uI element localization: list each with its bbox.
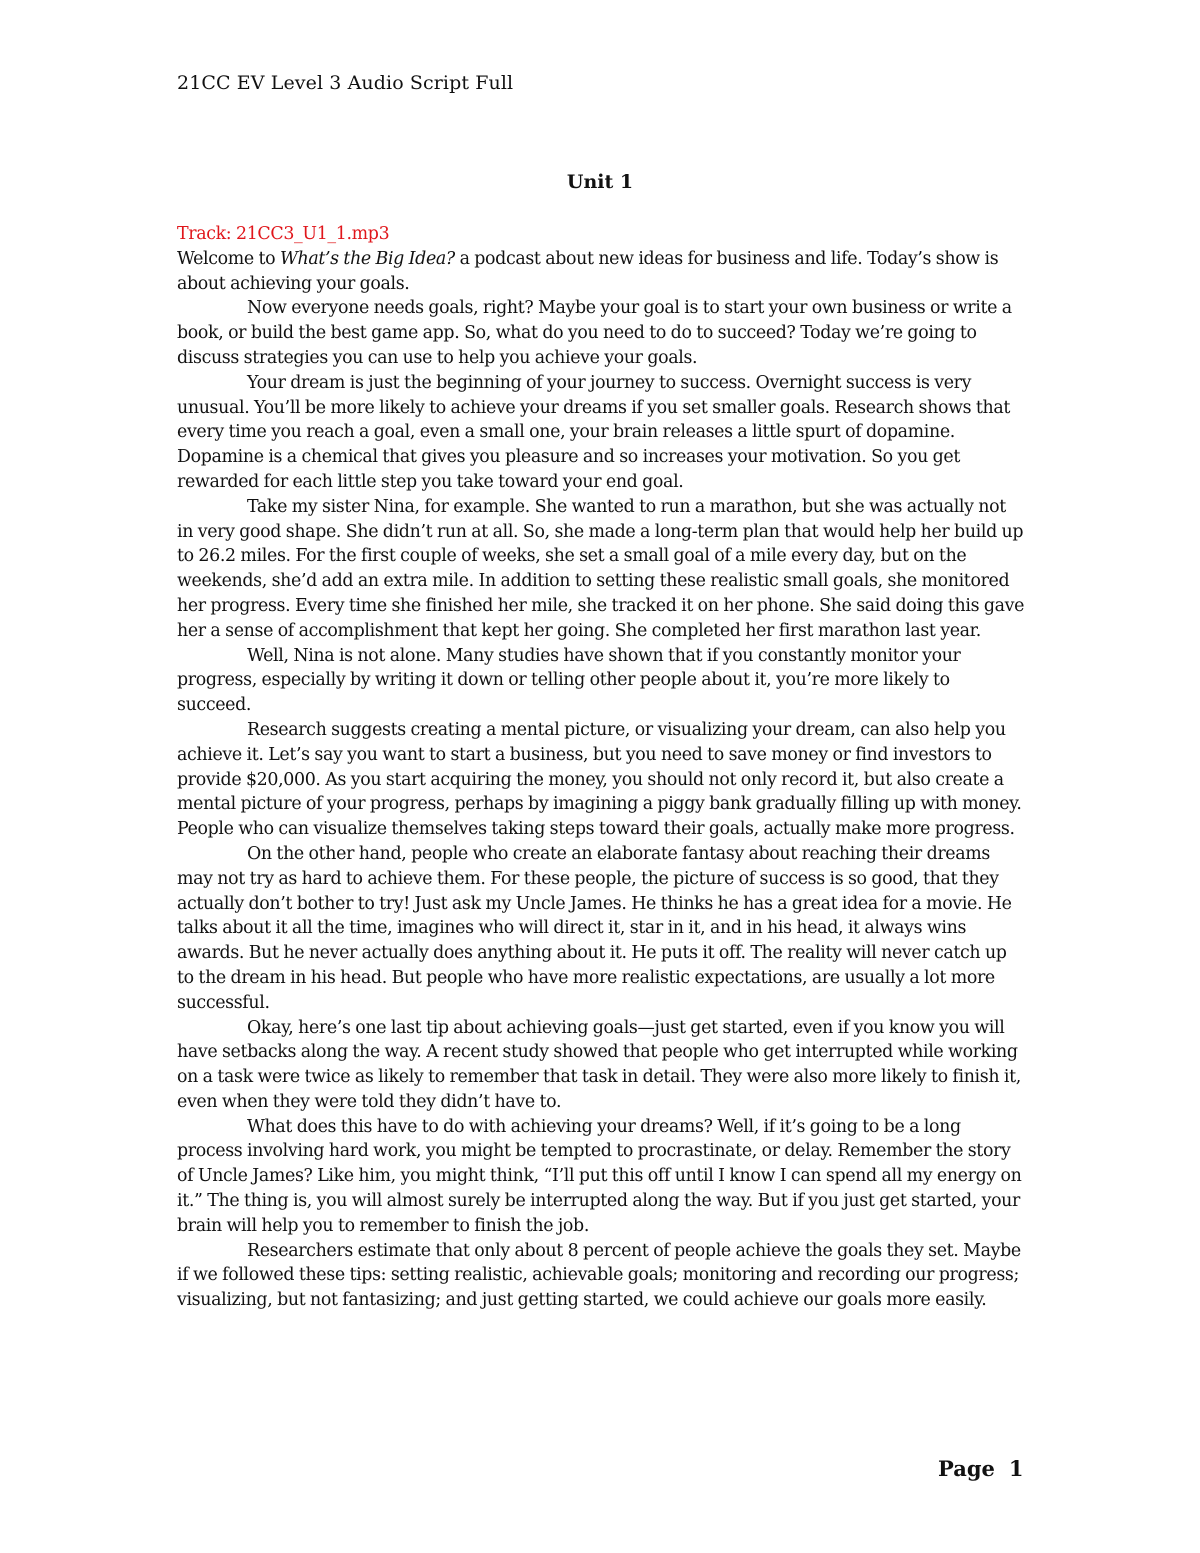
- track-label: Track: 21CC3_U1_1.mp3: [177, 224, 390, 244]
- paragraph-6: On the other hand, people who create an elaborate fantasy about reaching their dreams may not try as hard to achieve them. For these people, the picture of success is so good, that they actually don’t bother to try! Just ask my Uncle James. He thinks he has a great idea for a movie. He talks about it all the time, imagines who will direct it, star in it, and in his head, it always wins awards. But he never actually does anything about it. He puts it off. The reality will never catch up to the dream in his head. But people who have more realistic expectations, are usually a lot more successful.: [177, 843, 1012, 1013]
- unit-title: Unit 1: [566, 171, 634, 193]
- paragraph-2: Your dream is just the beginning of your journey to success. Overnight success is very unusual. You’ll be more likely to achieve your dreams if you set smaller goals. Research shows that every time you reach a goal, even a small one, your brain releases a little spurt of dopamine. Dopamine is a chemical that gives you pleasure and so increases your motivation. So you get rewarded for each little step you take toward your end goal.: [177, 372, 1011, 492]
- paragraph-9: Researchers estimate that only about 8 percent of people achieve the goals they set. Maybe if we followed these tips: setting realistic, achievable goals; monitoring and recording our progress; visualizing, but not fantasizing; and just getting started, we could achieve our goals more easily.: [177, 1240, 1021, 1311]
- paragraph-4: Well, Nina is not alone. Many studies have shown that if you constantly monitor your progress, especially by writing it down or telling other people about it, you’re more likely to succeed.: [177, 645, 961, 716]
- paragraph-7: Okay, here’s one last tip about achieving goals—just get started, even if you know you will have setbacks along the way. A recent study showed that people who get interrupted while working on a task were twice as likely to remember that task in detail. They were also more likely to finish it, even when they were told they didn’t have to.: [177, 1017, 1021, 1112]
- paragraph-5: Research suggests creating a mental picture, or visualizing your dream, can also help you achieve it. Let’s say you want to start a business, but you need to save money or find investors to provide $20,000. As you start acquiring the money, you should not only record it, but also create a mental picture of your progress, perhaps by imagining a piggy bank gradually filling up with money. People who can visualize themselves taking steps toward their goals, actually make more progress.: [177, 719, 1022, 840]
- page-number: 1: [1008, 1456, 1024, 1481]
- intro-text-end: a podcast about new ideas for business and life. Today’s show is about achieving your goals.: [177, 248, 999, 294]
- document-header-title: 21CC EV Level 3 Audio Script Full: [177, 72, 514, 94]
- podcast-title: What’s the Big Idea?: [279, 248, 455, 269]
- audio-script-body: [177, 222, 1025, 1313]
- paragraph-8: What does this have to do with achieving your dreams? Well, if it’s going to be a long process involving hard work, you might be tempted to procrastinate, or delay. Remember the story of Uncle James? Like him, you might think, “I’ll put this off until I know I can spend all my energy on it.” The thing is, you will almost surely be interrupted along the way. But if you just get started, your brain will help you to remember to finish the job.: [177, 1116, 1022, 1236]
- paragraph-1: Now everyone needs goals, right? Maybe your goal is to start your own business or write a book, or build the best game app. So, what do you need to do to succeed? Today we’re going to discuss strategies you can use to help you achieve your goals.: [177, 298, 1012, 368]
- page-footer: [938, 1456, 1024, 1481]
- intro-paragraph: [177, 247, 1025, 297]
- paragraph-3: Take my sister Nina, for example. She wanted to run a marathon, but she was actually not in very good shape. She didn’t run at all. So, she made a long-term plan that would help her build up to 26.2 miles. For the first couple of weeks, she set a small goal of a mile every day, but on the weekends, she’d add an extra mile. In addition to setting these realistic small goals, she monitored her progress. Every time she finished her mile, she tracked it on her phone. She said doing this gave her a sense of accomplishment that kept her going. She completed her first marathon last year.: [177, 496, 1025, 641]
- intro-text-start: Welcome to: [177, 248, 280, 269]
- page-label: Page: [938, 1456, 995, 1481]
